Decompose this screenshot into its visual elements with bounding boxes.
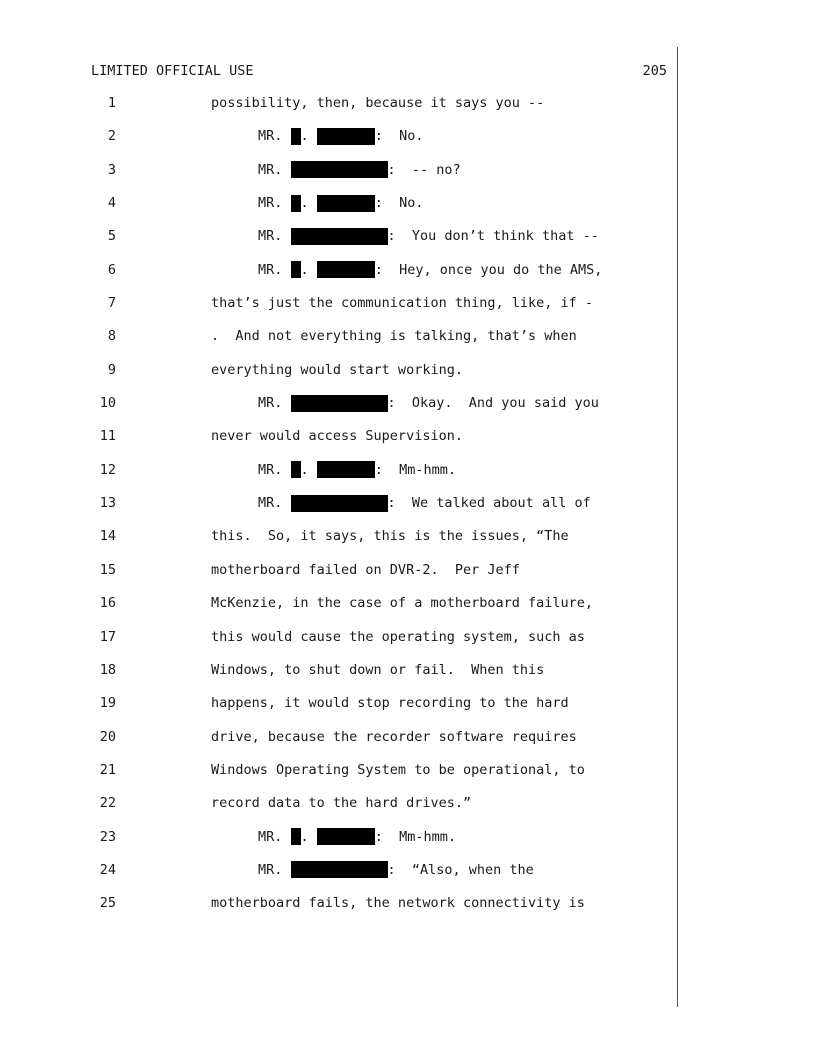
line-number: 11 (99, 428, 116, 445)
line-number: 15 (99, 561, 116, 578)
transcript-line (0, 761, 816, 794)
transcript-line (0, 327, 816, 360)
speaker-prefix: MR. (258, 461, 291, 478)
transcript-line (0, 694, 816, 727)
redaction-name-box (291, 161, 388, 178)
line-number: 21 (99, 761, 116, 778)
line-number: 2 (107, 128, 116, 145)
line-content: drive, because the recorder software requires (211, 728, 577, 745)
line-content: this would cause the operating system, such as (211, 628, 585, 645)
line-text (258, 261, 602, 279)
line-number: 1 (107, 95, 116, 111)
line-number: 14 (99, 528, 116, 545)
speech-text: : Hey, once you do the AMS, (374, 261, 603, 278)
redaction-name-box (291, 495, 388, 512)
transcript-line (0, 728, 816, 761)
line-text (258, 394, 599, 412)
transcript-line (0, 227, 816, 260)
speaker-prefix: MR. (258, 195, 291, 212)
line-content: this. So, it says, this is the issues, “The (211, 528, 569, 545)
line-number: 6 (107, 261, 116, 278)
speaker-prefix: MR. (258, 261, 291, 278)
line-content: that’s just the communication thing, like, if - (211, 295, 594, 312)
line-text (211, 561, 520, 579)
line-number: 24 (99, 861, 116, 878)
line-content: McKenzie, in the case of a motherboard failure, (211, 595, 594, 612)
transcript-body (0, 94, 816, 928)
classification-label: LIMITED OFFICIAL USE (91, 63, 254, 79)
line-text (211, 628, 585, 646)
line-text (211, 728, 577, 746)
line-text (211, 327, 577, 345)
transcript-line (0, 127, 816, 160)
redaction-name-box (291, 861, 388, 878)
transcript-line (0, 527, 816, 560)
transcript-line (0, 427, 816, 460)
line-number: 13 (99, 495, 116, 512)
speaker-prefix: MR. (258, 228, 291, 245)
initial-period: . (300, 195, 317, 212)
line-text (258, 161, 461, 179)
redaction-initial-box (291, 195, 301, 212)
redaction-surname-box (317, 828, 375, 845)
line-text (211, 361, 463, 379)
redaction-surname-box (317, 261, 375, 278)
line-text (211, 94, 544, 112)
speaker-prefix: MR. (258, 495, 291, 512)
transcript-line (0, 661, 816, 694)
line-number: 8 (107, 328, 116, 345)
line-text (211, 761, 585, 779)
line-number: 10 (99, 395, 116, 412)
initial-period: . (300, 461, 317, 478)
transcript-line (0, 361, 816, 394)
redaction-surname-box (317, 461, 375, 478)
line-number: 18 (99, 661, 116, 678)
line-number: 12 (99, 461, 116, 478)
speaker-prefix: MR. (258, 395, 291, 412)
line-number: 4 (107, 195, 116, 212)
line-content: record data to the hard drives.” (211, 795, 472, 812)
line-text (258, 227, 599, 245)
line-content: . And not everything is talking, that’s when (211, 328, 577, 345)
transcript-line (0, 894, 816, 927)
redaction-surname-box (317, 128, 375, 145)
speech-text: : No. (374, 195, 424, 212)
line-text (258, 127, 424, 145)
line-text (211, 661, 544, 679)
speaker-prefix: MR. (258, 828, 291, 845)
line-number: 17 (99, 628, 116, 645)
speaker-prefix: MR. (258, 861, 291, 878)
line-content: everything would start working. (211, 361, 463, 378)
transcript-line (0, 594, 816, 627)
transcript-line (0, 861, 816, 894)
line-number: 22 (99, 795, 116, 812)
redaction-initial-box (291, 261, 301, 278)
redaction-surname-box (317, 195, 375, 212)
speaker-prefix: MR. (258, 128, 291, 145)
line-text (258, 861, 534, 879)
redaction-name-box (291, 228, 388, 245)
line-text (211, 594, 593, 612)
initial-period: . (300, 828, 317, 845)
transcript-line (0, 294, 816, 327)
redaction-initial-box (291, 461, 301, 478)
line-number: 5 (107, 228, 116, 245)
initial-period: . (300, 261, 317, 278)
line-number: 23 (99, 828, 116, 845)
line-text (211, 427, 463, 445)
redaction-initial-box (291, 828, 301, 845)
line-number: 3 (107, 161, 116, 178)
line-content: Windows, to shut down or fail. When this (211, 661, 545, 678)
line-text (258, 828, 456, 846)
page-number: 205 (642, 63, 667, 79)
transcript-line (0, 94, 816, 127)
transcript-line (0, 794, 816, 827)
transcript-line (0, 494, 816, 527)
line-number: 25 (99, 895, 116, 912)
line-text (258, 461, 456, 479)
speech-text: : “Also, when the (387, 861, 534, 878)
speech-text: : Okay. And you said you (387, 395, 599, 412)
speaker-prefix: MR. (258, 161, 291, 178)
line-number: 16 (99, 595, 116, 612)
line-content: motherboard fails, the network connectivity is (211, 895, 585, 912)
transcript-line (0, 628, 816, 661)
speech-text: : Mm-hmm. (374, 461, 457, 478)
line-text (258, 194, 424, 212)
line-content: possibility, then, because it says you -- (211, 95, 545, 111)
speech-text: : No. (374, 128, 424, 145)
speech-text: : -- no? (387, 161, 461, 178)
speech-text: : You don’t think that -- (387, 228, 599, 245)
line-content: never would access Supervision. (211, 428, 463, 445)
transcript-line (0, 161, 816, 194)
line-content: happens, it would stop recording to the hard (211, 695, 569, 712)
line-content: Windows Operating System to be operational, to (211, 761, 585, 778)
line-text (211, 894, 585, 912)
line-number: 20 (99, 728, 116, 745)
transcript-line (0, 561, 816, 594)
line-text (211, 294, 593, 312)
line-number: 7 (107, 295, 116, 312)
speech-text: : Mm-hmm. (374, 828, 457, 845)
line-text (211, 527, 569, 545)
line-text (211, 694, 569, 712)
transcript-line (0, 261, 816, 294)
initial-period: . (300, 128, 317, 145)
line-content: motherboard failed on DVR-2. Per Jeff (211, 561, 520, 578)
line-text (211, 794, 471, 812)
transcript-line (0, 461, 816, 494)
transcript-line (0, 194, 816, 227)
transcript-line (0, 394, 816, 427)
line-number: 9 (107, 361, 116, 378)
page-header (91, 62, 667, 80)
line-text (258, 494, 591, 512)
redaction-initial-box (291, 128, 301, 145)
line-number: 19 (99, 695, 116, 712)
redaction-name-box (291, 395, 388, 412)
speech-text: : We talked about all of (387, 495, 591, 512)
transcript-line (0, 828, 816, 861)
